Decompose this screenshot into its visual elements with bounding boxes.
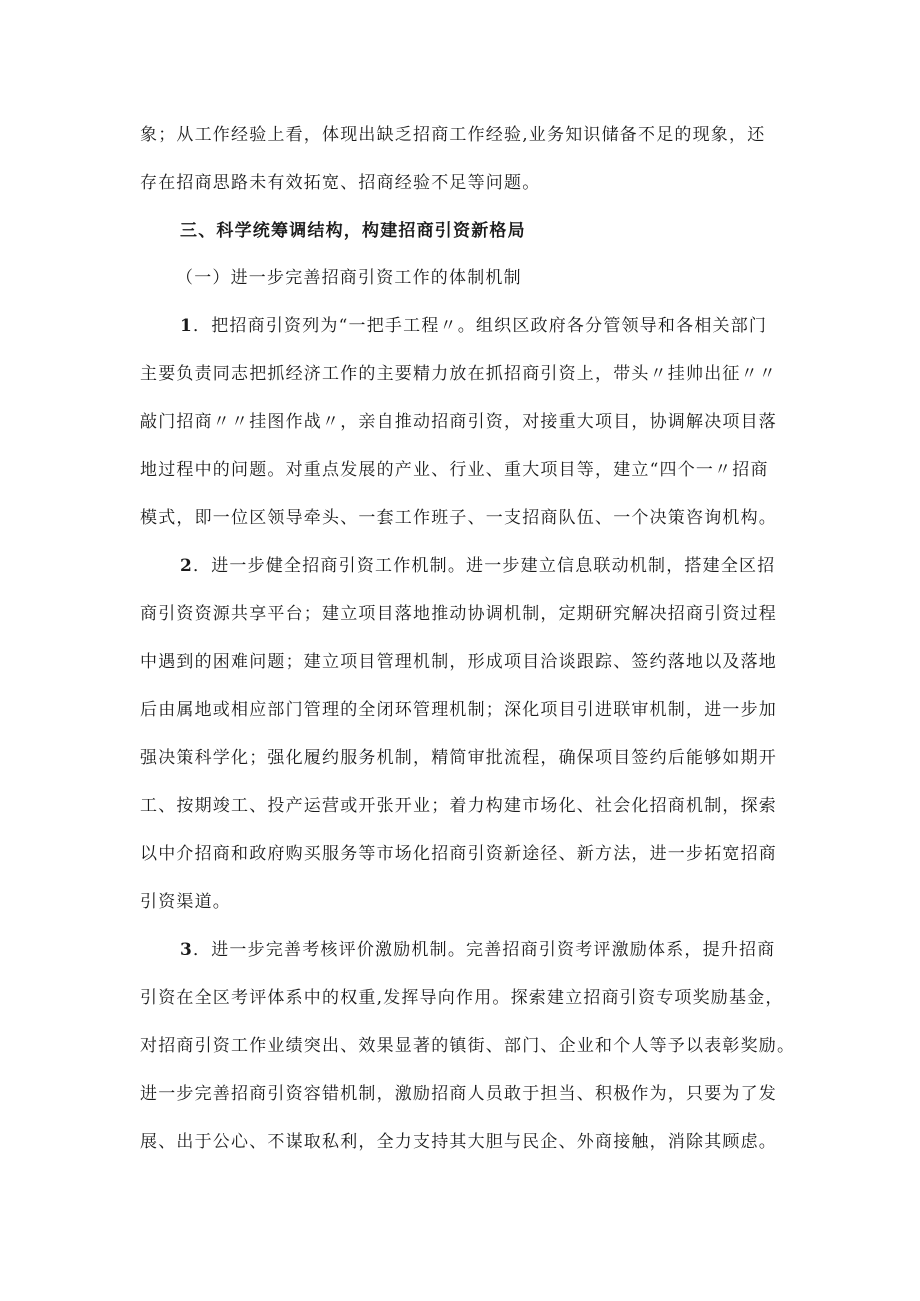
body-line: 强决策科学化；强化履约服务机制，精简审批流程，确保项目签约后能够如期开 [140, 748, 777, 768]
item-number: 2 [180, 556, 194, 576]
item-text: ．进一步健全招商引资工作机制。进一步建立信息联动机制，搭建全区招 [193, 556, 776, 576]
item-1-first-line [180, 314, 767, 338]
body-line: 后由属地或相应部门管理的全闭环管理机制；深化项目引进联审机制，进一步加 [140, 700, 777, 720]
body-line: 引资渠道。 [140, 892, 231, 912]
body-line: 敲门招商〃〃挂图作战〃，亲自推动招商引资，对接重大项目，协调解决项目落 [140, 412, 777, 432]
item-text: ．进一步完善考核评价激励机制。完善招商引资考评激励体系，提升招商 [193, 940, 776, 960]
body-line: 存在招商思路未有效拓宽、招商经验不足等问题。 [140, 173, 541, 193]
body-line: 展、出于公心、不谋取私利，全力支持其大胆与民企、外商接触，消除其顾虑。 [140, 1132, 777, 1152]
body-line: 商引资资源共享平台；建立项目落地推动协调机制，定期研究解决招商引资过程 [140, 604, 777, 624]
body-line: 工、按期竣工、投产运营或开张开业；着力构建市场化、社会化招商机制，探索 [140, 796, 777, 816]
item-number: 1 [180, 316, 194, 336]
item-3-first-line [180, 938, 775, 962]
body-line: 对招商引资工作业绩突出、效果显著的镇街、部门、企业和个人等予以表彰奖励。 [140, 1036, 796, 1056]
body-line: 中遇到的困难问题；建立项目管理机制，形成项目洽谈跟踪、签约落地以及落地 [140, 652, 777, 672]
body-line: 主要负责同志把抓经济工作的主要精力放在抓招商引资上，带头〃挂帅出征〃〃 [140, 364, 777, 384]
subsection-heading: （一）进一步完善招商引资工作的体制机制 [176, 268, 522, 288]
section-heading: 三、科学统筹调结构，构建招商引资新格局 [180, 221, 526, 241]
body-line: 模式，即一位区领导牵头、一套工作班子、一支招商队伍、一个决策咨询机构。 [140, 508, 777, 528]
body-line: 地过程中的问题。对重点发展的产业、行业、重大项目等，建立“四个一〃招商 [140, 460, 769, 480]
body-line: 以中介招商和政府购买服务等市场化招商引资新途径、新方法，进一步拓宽招商 [140, 844, 777, 864]
body-line: 引资在全区考评体系中的权重,发挥导向作用。探索建立招商引资专项奖励基金， [140, 988, 784, 1008]
body-line: 象；从工作经验上看，体现出缺乏招商工作经验,业务知识储备不足的现象，还 [140, 125, 766, 145]
item-number: 3 [180, 940, 194, 960]
body-line: 进一步完善招商引资容错机制，激励招商人员敢于担当、积极作为，只要为了发 [140, 1084, 777, 1104]
item-2-first-line [180, 554, 775, 578]
item-text: ．把招商引资列为“一把手工程〃。组织区政府各分管领导和各相关部门 [193, 316, 768, 336]
